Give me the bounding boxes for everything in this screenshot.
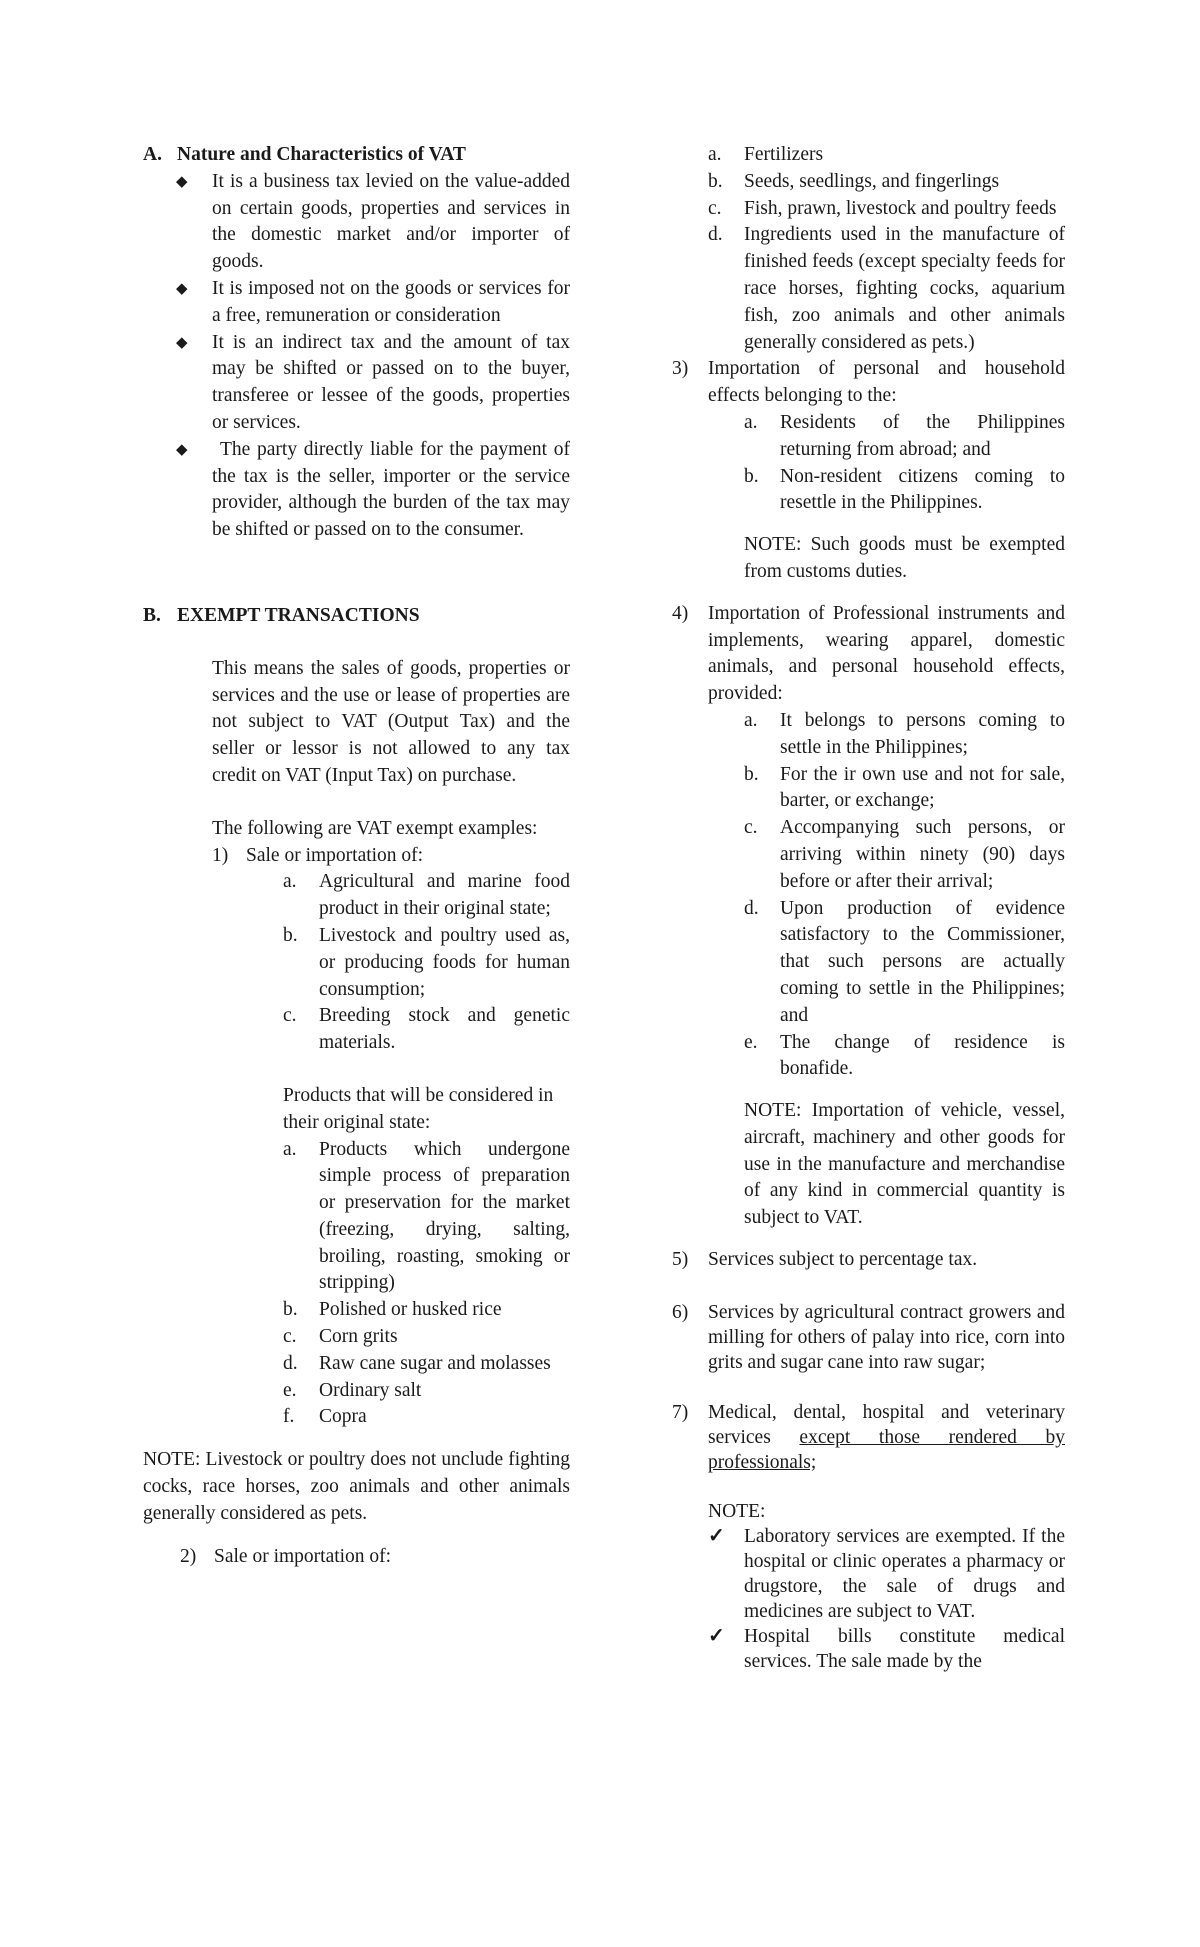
list-text: Breeding stock and genetic materials. (319, 1005, 570, 1054)
list-letter: d. (708, 224, 723, 246)
list-text: Residents of the Philippines returning from abroad; and (780, 411, 1065, 460)
item-number: 3) (672, 358, 689, 380)
products-intro: Products that will be considered in their original state: (283, 1084, 554, 1133)
item-number: 5) (672, 1249, 689, 1271)
list-item (708, 142, 1065, 169)
right-column (672, 142, 1065, 1674)
products-list (283, 1137, 570, 1432)
list-item (744, 410, 1065, 464)
checkmark-icon: ✓ (708, 1624, 725, 1647)
item-3-note: NOTE: Such goods must be exempted from customs duties. (744, 534, 1065, 582)
item-7-checklist (708, 1524, 1065, 1674)
section-a-heading (143, 142, 570, 169)
bullet-text: The party directly liable for the payment of the tax is the seller, importer or the service provider, although the burden of the tax may be shifted or passed on to the consumer. (212, 438, 570, 541)
list-text: For the ir own use and not for sale, barter, or exchange; (780, 763, 1065, 812)
exempt-item-4 (672, 601, 1065, 708)
list-letter: c. (708, 197, 722, 219)
section-b-intro: This means the sales of goods, properties or services and the use or lease of properties are not subject to VAT (Output Tax) and the seller or lessor is not allowed to any tax credit on VAT (Input Tax) on purchase. (212, 657, 570, 786)
bullet-item (176, 276, 570, 330)
list-item (283, 1324, 570, 1351)
list-item (744, 1030, 1065, 1084)
list-letter: d. (744, 897, 759, 919)
item-7-note-label: NOTE: (708, 1500, 766, 1522)
diamond-bullet-icon: ◆ (176, 280, 188, 297)
list-letter: b. (708, 170, 723, 192)
list-letter: a. (744, 709, 758, 731)
list-letter: b. (283, 924, 298, 946)
check-text: Hospital bills constitute medical services. The sale made by the (744, 1625, 1065, 1672)
item-3-sublist (744, 410, 1065, 517)
livestock-note: NOTE: Livestock or poultry does not unclude fighting cocks, race horses, zoo animals and other animals generally considered as pets. (143, 1449, 570, 1524)
item-text: Importation of Professional instruments and implements, wearing apparel, domestic animals, and personal household effects, provided: (708, 602, 1065, 705)
list-text: Fish, prawn, livestock and poultry feeds (744, 197, 1057, 219)
item-text: Services subject to percentage tax. (708, 1249, 978, 1271)
list-item (283, 1137, 570, 1298)
item-text-underlined: except those rendered by professionals; (708, 1426, 1065, 1473)
exempt-item-3 (672, 356, 1065, 410)
list-item (283, 1003, 570, 1057)
list-letter: a. (708, 144, 722, 165)
list-letter: c. (283, 1005, 297, 1027)
diamond-bullet-icon: ◆ (176, 173, 188, 190)
list-item (283, 1378, 570, 1405)
item-number: 1) (212, 844, 229, 866)
bullet-item (176, 437, 570, 544)
list-item (744, 708, 1065, 762)
list-letter: c. (744, 817, 758, 839)
list-letter: e. (283, 1379, 297, 1401)
section-a-letter: A. (143, 144, 162, 165)
section-b-letter: B. (143, 604, 161, 626)
item-number: 7) (672, 1401, 689, 1423)
bullet-item (176, 330, 570, 437)
list-letter: b. (283, 1299, 298, 1321)
bullet-text: It is a business tax levied on the value-added on certain goods, properties and services in the domestic market and/or importer of goods. (212, 170, 570, 273)
item-text-plain: Medical, dental, hospital and veterinary services (708, 1401, 1065, 1448)
section-a-bullets (176, 169, 570, 544)
list-text: Upon production of evidence satisfactory to the Commissioner, that such persons are actually coming to settle in the Philippines; and (780, 897, 1065, 1026)
item-number: 6) (672, 1301, 689, 1323)
item-number: 4) (672, 602, 689, 624)
list-item (708, 169, 1065, 196)
list-item (283, 1297, 570, 1324)
exempt-item-2 (180, 1544, 570, 1571)
list-text: Seeds, seedlings, and fingerlings (744, 170, 1000, 192)
item-4-sublist (744, 708, 1065, 1083)
item-text: Sale or importation of: (214, 1545, 392, 1567)
item-text: Services by agricultural contract growers and milling for others of palay into rice, corn into grits and sugar cane into raw sugar; (708, 1301, 1065, 1373)
list-text: The change of residence is bonafide. (780, 1031, 1065, 1080)
item-1-sublist (283, 869, 570, 1057)
list-item (708, 222, 1065, 356)
list-letter: a. (283, 871, 297, 893)
list-item (283, 1351, 570, 1378)
item-text: Sale or importation of: (246, 844, 424, 866)
list-item (708, 196, 1065, 223)
list-letter: c. (283, 1326, 297, 1348)
list-item (283, 1404, 570, 1431)
list-text: Non-resident citizens coming to resettle in the Philippines. (780, 465, 1065, 514)
diamond-bullet-icon: ◆ (176, 334, 188, 351)
list-item (744, 815, 1065, 895)
bullet-item (176, 169, 570, 276)
list-item (744, 762, 1065, 816)
examples-intro: The following are VAT exempt examples: (212, 817, 538, 839)
list-text: It belongs to persons coming to settle in the Philippines; (780, 709, 1065, 758)
list-letter: b. (744, 763, 759, 785)
exempt-item-6 (672, 1300, 1065, 1375)
exempt-item-1 (212, 843, 570, 870)
diamond-bullet-icon: ◆ (176, 441, 188, 458)
list-text: Copra (319, 1406, 367, 1428)
list-letter: a. (283, 1138, 297, 1160)
checkmark-icon: ✓ (708, 1524, 725, 1547)
list-item (283, 923, 570, 1003)
item-text (708, 1400, 1065, 1475)
section-b-heading (143, 603, 570, 630)
item-number: 2) (180, 1545, 197, 1567)
list-letter: e. (744, 1031, 758, 1053)
list-text: Accompanying such persons, or arriving within ninety (90) days before or after their arrival; (780, 817, 1065, 892)
list-item (283, 869, 570, 923)
list-text: Ingredients used in the manufacture of finished feeds (except specialty feeds for race horses, fighting cocks, aquarium fish, zoo animals and other animals generally considered as pets.) (744, 224, 1065, 353)
list-item (744, 896, 1065, 1030)
list-text: Agricultural and marine food product in their original state; (319, 871, 570, 920)
list-text: Ordinary salt (319, 1379, 422, 1401)
exempt-item-5 (672, 1247, 1065, 1274)
list-letter: d. (283, 1352, 298, 1374)
list-text: Raw cane sugar and molasses (319, 1352, 551, 1374)
item-4-note: NOTE: Importation of vehicle, vessel, aircraft, machinery and other goods for use in the manufacture and merchandise of any kind in commercial quantity is subject to VAT. (744, 1100, 1065, 1229)
list-item (744, 464, 1065, 518)
bullet-text: It is imposed not on the goods or services for a free, remuneration or consideration (212, 277, 570, 326)
list-letter: b. (744, 465, 759, 487)
check-item (708, 1624, 1065, 1674)
list-text: Fertilizers (744, 144, 824, 165)
section-a-title: Nature and Characteristics of VAT (177, 144, 466, 165)
section-b-title: EXEMPT TRANSACTIONS (177, 604, 420, 626)
item-2-sublist (708, 142, 1065, 356)
list-text: Corn grits (319, 1326, 398, 1348)
item-text: Importation of personal and household effects belonging to the: (708, 358, 1065, 407)
list-text: Polished or husked rice (319, 1299, 502, 1321)
list-letter: a. (744, 411, 758, 433)
list-text: Livestock and poultry used as, or producing foods for human consumption; (319, 924, 570, 1000)
list-letter: f. (283, 1406, 295, 1428)
bullet-text: It is an indirect tax and the amount of tax may be shifted or passed on to the buyer, transferee or lessee of the goods, properties or services. (212, 331, 570, 433)
left-column (143, 142, 570, 1570)
check-text: Laboratory services are exempted. If the hospital or clinic operates a pharmacy or drugstore, the sale of drugs and medicines are subject to VAT. (744, 1525, 1065, 1622)
exempt-item-7 (672, 1400, 1065, 1475)
list-text: Products which undergone simple process of preparation or preservation for the market (freezing, drying, salting, broiling, roasting, smoking or stripping) (319, 1138, 570, 1294)
check-item (708, 1524, 1065, 1624)
